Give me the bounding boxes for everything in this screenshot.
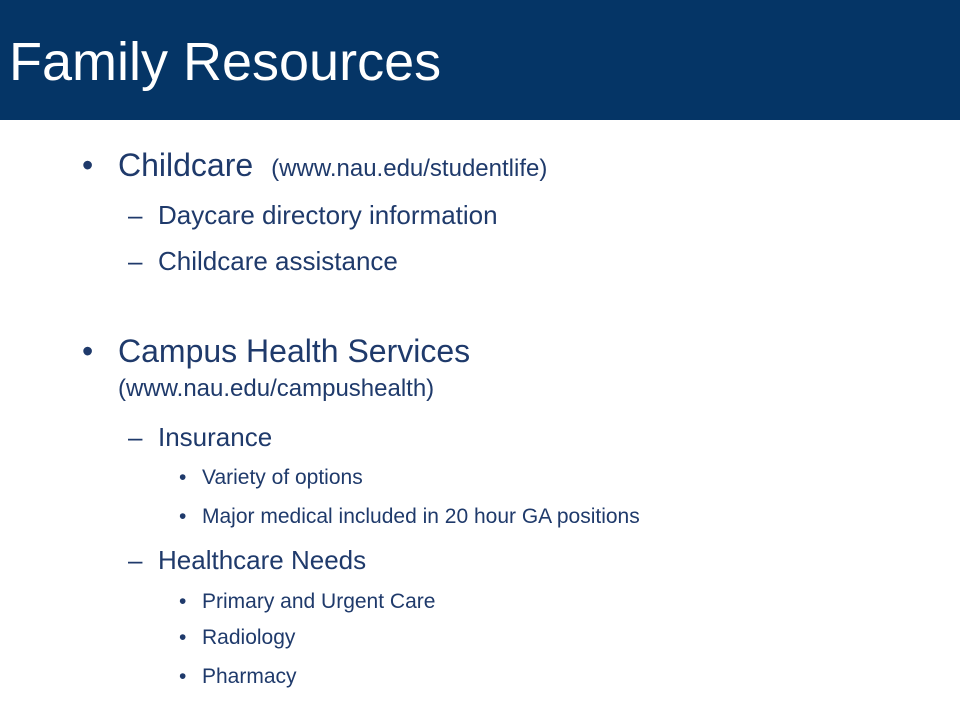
bullet-marker: • <box>179 466 187 489</box>
dash-marker: – <box>128 200 143 230</box>
bullet-marker: • <box>179 505 187 528</box>
bullet-text <box>118 146 547 188</box>
health-heading: Campus Health Services <box>118 333 471 369</box>
bullet-marker: • <box>179 626 187 649</box>
bullet-marker: • <box>179 665 187 688</box>
dash-marker: – <box>128 545 143 575</box>
sub-bullet-text: Daycare directory information <box>158 200 498 230</box>
sub-bullet-text: Healthcare Needs <box>158 545 367 575</box>
sub-sub-bullet-text: Variety of options <box>202 466 363 489</box>
sub-sub-bullet-text: Primary and Urgent Care <box>202 590 436 613</box>
sub-sub-bullet-text: Pharmacy <box>202 665 297 688</box>
health-url: (www.nau.edu/campushealth) <box>118 375 435 402</box>
bullet-marker: • <box>179 590 187 613</box>
dash-marker: – <box>128 422 143 452</box>
childcare-url: (www.nau.edu/studentlife) <box>271 155 548 182</box>
title-bar <box>0 0 960 120</box>
sub-bullet-text: Childcare assistance <box>158 246 398 276</box>
bullet-marker: • <box>82 147 94 183</box>
sub-sub-bullet-text: Major medical included in 20 hour GA positions <box>202 505 640 528</box>
sub-sub-bullet-text: Radiology <box>202 626 296 649</box>
slide-title: Family Resources <box>9 32 442 92</box>
childcare-heading: Childcare <box>118 147 254 183</box>
dash-marker: – <box>128 246 143 276</box>
bullet-marker: • <box>82 333 94 369</box>
sub-bullet-text: Insurance <box>158 422 273 452</box>
